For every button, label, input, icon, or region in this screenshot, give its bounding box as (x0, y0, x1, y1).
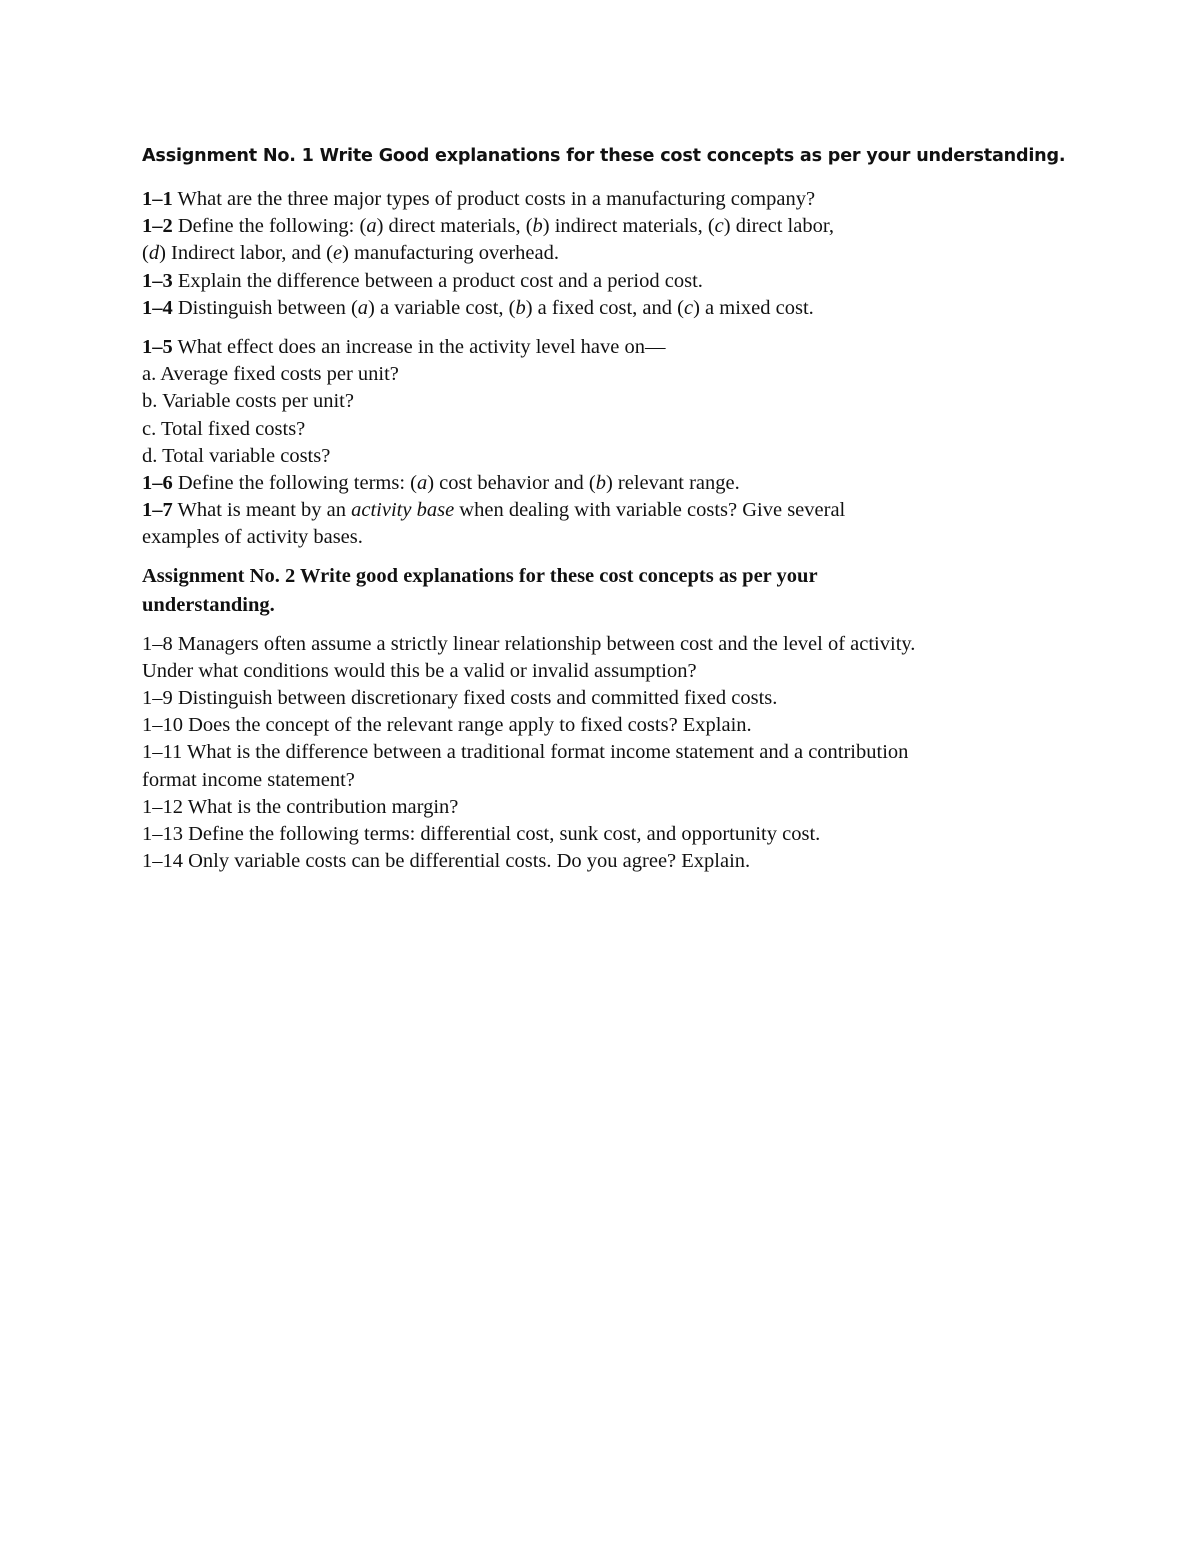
question-text: What are the three major types of product costs in a manufacturing company? (172, 188, 816, 210)
assignment-2-line: 1–14 Only variable costs can be differential costs. Do you agree? Explain. (142, 850, 751, 873)
item-letter: b (595, 472, 606, 495)
question-text: ) direct labor, (723, 215, 834, 238)
question-text: ( (142, 242, 149, 265)
question-number: 1–3 (142, 269, 173, 292)
question-1-4 (142, 295, 1062, 322)
assignment-1-heading: Assignment No. 1 Write Good explanations for these cost concepts as per your understanding. (142, 146, 1066, 166)
question-text: Explain the difference between a product cost and a period cost. (172, 269, 703, 292)
item-letter: b (532, 215, 543, 238)
assignment-2-line: 1–9 Distinguish between discretionary fixed costs and committed fixed costs. (142, 687, 778, 710)
assignment-2-line: 1–8 Managers often assume a strictly linear relationship between cost and the level of activity. (142, 632, 916, 655)
item-letter: a (366, 215, 377, 238)
assignment-2-line: Under what conditions would this be a valid or invalid assumption? (142, 659, 697, 682)
question-text: ) a fixed cost, and ( (525, 296, 684, 319)
question-1-1 (142, 186, 1062, 213)
question-1-5-item-c: c. Total fixed costs? (142, 417, 306, 440)
assignment-2-line: format income statement? (142, 768, 355, 791)
question-1-5 (142, 334, 1062, 361)
question-text: ) a variable cost, ( (368, 296, 516, 319)
question-text: ) manufacturing overhead. (342, 242, 559, 265)
question-text: What is meant by an (172, 499, 352, 522)
item-letter: b (515, 296, 526, 319)
item-letter: c (714, 215, 724, 238)
question-1-2-continued (142, 240, 1062, 267)
assignment-2-line: 1–13 Define the following terms: differential cost, sunk cost, and opportunity cost. (142, 823, 821, 846)
question-number: 1–6 (142, 472, 173, 495)
question-1-2 (142, 213, 1062, 240)
assignment-2-line: 1–11 What is the difference between a traditional format income statement and a contribution (142, 741, 909, 764)
question-number: 1–2 (142, 215, 173, 238)
question-text: ) cost behavior and ( (427, 472, 596, 495)
question-text: ) indirect materials, ( (542, 215, 715, 238)
item-letter: e (333, 242, 343, 265)
question-text: Define the following terms: ( (172, 472, 417, 495)
question-1-3 (142, 268, 1062, 295)
question-number: 1–4 (142, 296, 173, 319)
item-letter: d (148, 242, 160, 265)
question-1-7 (142, 497, 1062, 524)
question-text: ) direct materials, ( (376, 215, 533, 238)
item-letter: c (683, 296, 694, 319)
paragraph-gap (142, 322, 1062, 334)
question-text: ) a mixed cost. (693, 296, 814, 319)
question-number: 1–5 (142, 336, 173, 359)
question-1-7-continued: examples of activity bases. (142, 526, 363, 549)
question-1-5-item-b: b. Variable costs per unit? (142, 390, 354, 413)
document-body (142, 141, 1066, 875)
question-text: when dealing with variable costs? Give several (454, 499, 846, 522)
question-text: ) relevant range. (605, 472, 740, 495)
item-letter: a (416, 472, 428, 495)
question-1-5-item-d: d. Total variable costs? (142, 444, 331, 467)
question-text: What effect does an increase in the activity level have on— (172, 336, 666, 359)
paragraph-gap (142, 552, 1062, 562)
assignment-2-line: 1–12 What is the contribution margin? (142, 795, 459, 818)
question-1-5-item-a: a. Average fixed costs per unit? (142, 363, 399, 386)
item-letter: a (357, 296, 369, 319)
question-number: 1–1 (142, 188, 173, 210)
assignment-2-line: 1–10 Does the concept of the relevant range apply to fixed costs? Explain. (142, 714, 752, 737)
question-text: Define the following: ( (172, 215, 367, 238)
question-text: ) Indirect labor, and ( (159, 242, 333, 265)
assignment-2-heading: Assignment No. 2 Write good explanations for these cost concepts as per your understanding. (142, 564, 818, 617)
emphasized-term: activity base (351, 499, 455, 522)
question-1-6 (142, 470, 1062, 497)
question-number: 1–7 (142, 499, 173, 522)
question-text: Distinguish between ( (172, 296, 358, 319)
